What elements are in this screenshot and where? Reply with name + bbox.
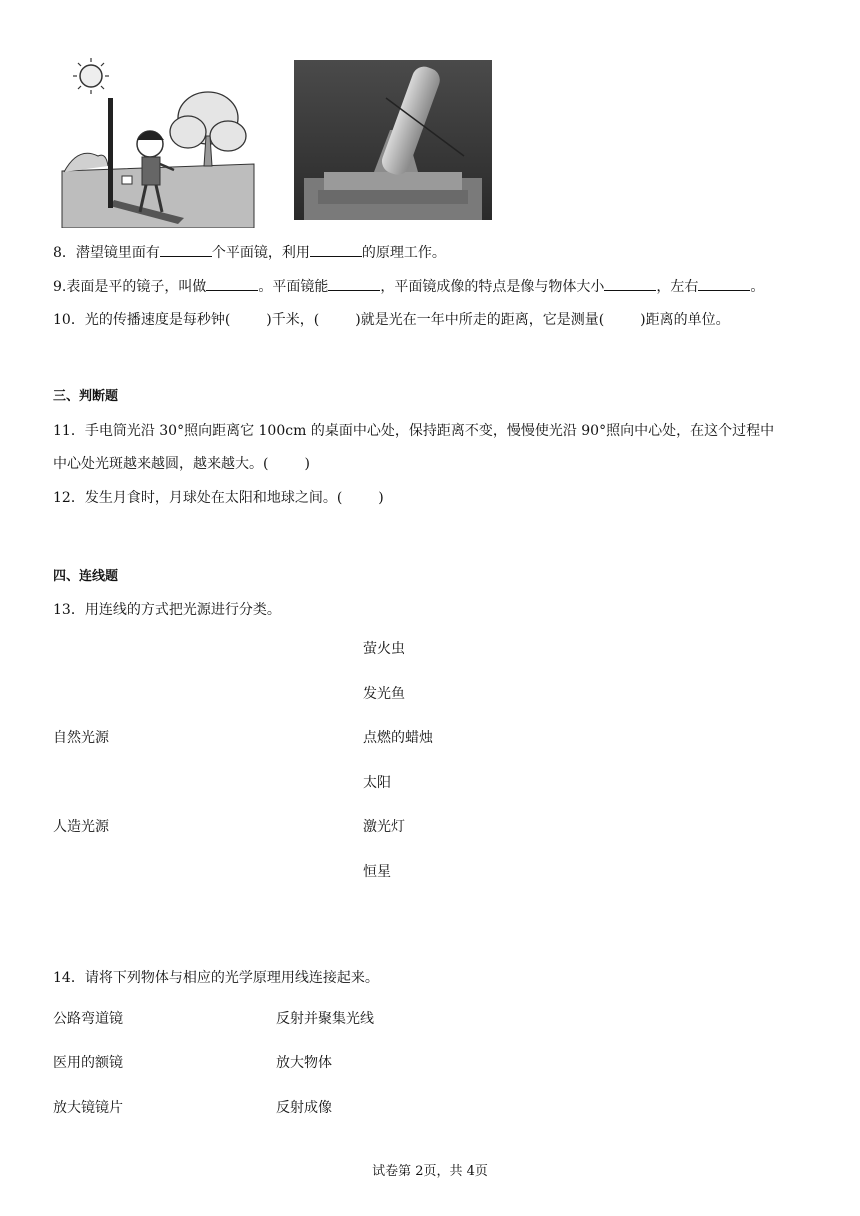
sundial-photo	[294, 60, 492, 220]
q14-left-item[interactable]: 医用的额镜	[53, 1055, 123, 1071]
q13-left-item[interactable]: 人造光源	[53, 819, 109, 835]
q13-right-item[interactable]: 萤火虫	[363, 641, 405, 657]
q13-right-item[interactable]: 发光鱼	[363, 686, 405, 702]
section-title-judgement: 三、判断题	[53, 389, 119, 404]
answer-blank[interactable]	[310, 242, 362, 257]
sun-shadow-illustration	[58, 56, 258, 228]
q13-right-item[interactable]: 恒星	[363, 864, 391, 880]
sun-icon	[80, 65, 102, 87]
answer-blank[interactable]	[206, 276, 258, 291]
q14-left-item[interactable]: 放大镜镜片	[53, 1100, 123, 1116]
question-11-line1: 11．手电筒光沿 30°照向距离它 100cm 的桌面中心处，保持距离不变，慢慢使光沿 90°照向中心处，在这个过程中	[53, 423, 775, 439]
q13-left-item[interactable]: 自然光源	[53, 730, 109, 746]
q14-right-item[interactable]: 反射成像	[276, 1100, 332, 1116]
q13-right-item[interactable]: 激光灯	[363, 819, 405, 835]
question-11-line2: 中心处光斑越来越圆，越来越大。( )	[53, 456, 310, 472]
q13-right-item[interactable]: 太阳	[363, 775, 391, 791]
section-title-matching: 四、连线题	[53, 569, 119, 584]
answer-blank[interactable]	[328, 276, 380, 291]
question-12: 12．发生月食时，月球处在太阳和地球之间。( )	[53, 490, 384, 506]
q14-right-item[interactable]: 反射并聚集光线	[276, 1011, 374, 1027]
answer-blank[interactable]	[604, 276, 656, 291]
question-14-prompt: 14．请将下列物体与相应的光学原理用线连接起来。	[53, 970, 379, 986]
question-10: 10．光的传播速度是每秒钟( )千米，( )就是光在一年中所走的距离，它是测量( )距离的单位。	[53, 312, 730, 328]
page-footer: 试卷第 2页，共 4页	[372, 1164, 488, 1179]
q13-right-item[interactable]: 点燃的蜡烛	[363, 730, 433, 746]
question-13-prompt: 13．用连线的方式把光源进行分类。	[53, 602, 281, 618]
question-9: 9.表面是平的镜子，叫做 。平面镜能 ，平面镜成像的特点是像与物体大小 ，左右 。	[53, 276, 764, 297]
question-8: 8．潜望镜里面有 个平面镜，利用 的原理工作。	[53, 242, 446, 263]
answer-blank[interactable]	[698, 276, 750, 291]
q14-right-item[interactable]: 放大物体	[276, 1055, 332, 1071]
q14-left-item[interactable]: 公路弯道镜	[53, 1011, 123, 1027]
answer-blank[interactable]	[160, 242, 212, 257]
